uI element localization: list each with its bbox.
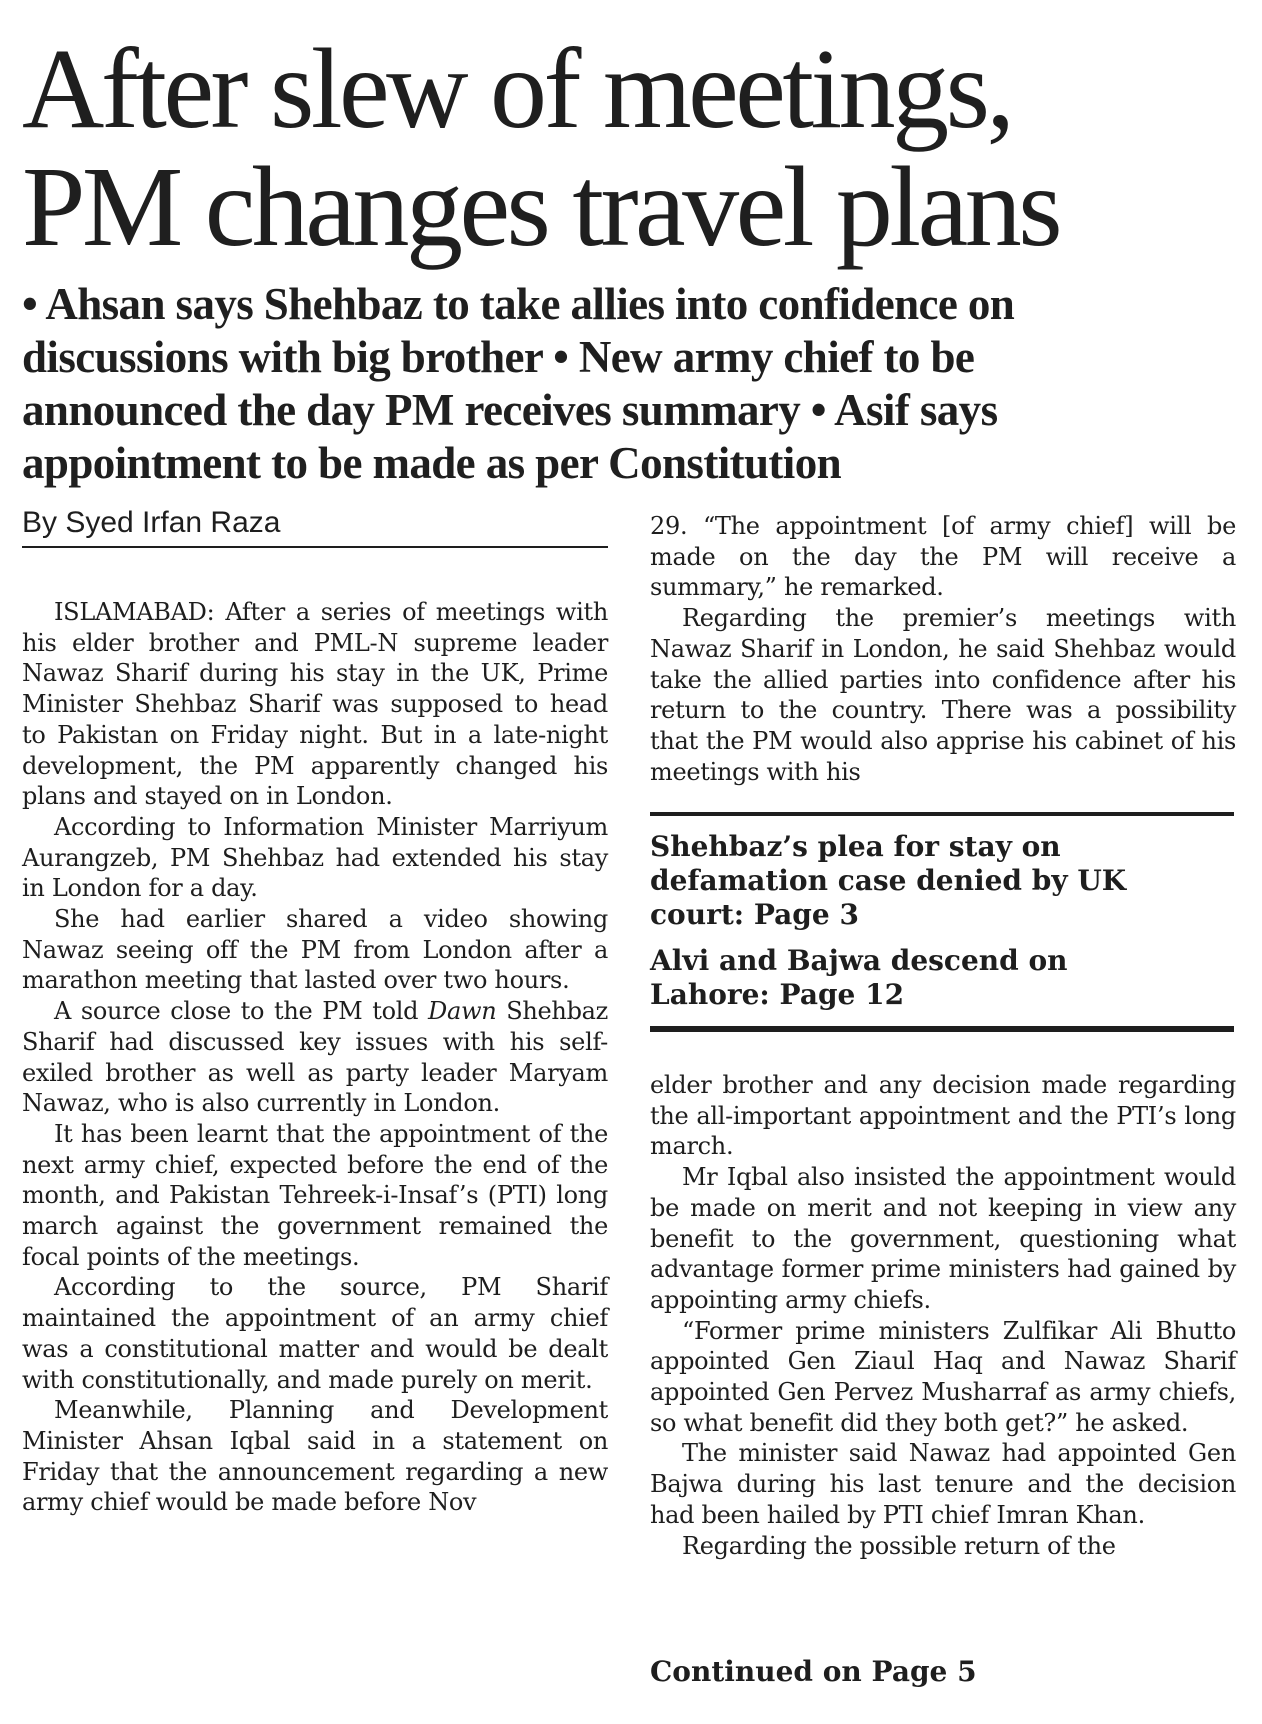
related-story-line: Shehbaz’s plea for stay on (650, 830, 1061, 863)
paragraph: 29. “The appointment [of army chief] will be made on the day the PM will receive a summary,” he remarked. (650, 512, 1236, 602)
headline-line-1: After slew of meetings, (22, 25, 1012, 152)
subhead-line-2: discussions with big brother • New army chief to be (22, 332, 975, 382)
paragraph-text: Shehbaz Sharif had discussed key issues with his self-exiled brother as well as party leader Maryam Nawaz, who is also currently in London. (22, 997, 608, 1118)
related-story-link[interactable] (650, 944, 1234, 1012)
paragraph: Regarding the premier’s meetings with Nawaz Sharif in London, he said Shehbaz would take the allied parties into confidence after his return to the country. There was a possibility that the PM would also apprise his cabinet of his meetings with his (650, 604, 1236, 786)
subheadline (22, 278, 1242, 490)
headline-line-2: PM changes travel plans (22, 143, 1060, 270)
subhead-line-1: • Ahsan says Shehbaz to take allies into confidence on (22, 279, 1015, 329)
continued-link[interactable]: Continued on Page 5 (650, 1655, 977, 1688)
paragraph: The minister said Nawaz had appointed Gen Bajwa during his last tenure and the decision had been hailed by PTI chief Imran Khan. (650, 1439, 1236, 1529)
paragraph: Mr Iqbal also insisted the appointment would be made on merit and not keeping in view any benefit to the government, questioning what advantage former prime ministers had gained by appointing army chiefs. (650, 1163, 1236, 1314)
article-column-left (22, 597, 608, 1518)
paragraph: Meanwhile, Planning and Development Minister Ahsan Iqbal said in a statement on Friday that the announcement regarding a new army chief would be made before Nov (22, 1396, 608, 1517)
related-story-line: Lahore: Page 12 (650, 978, 905, 1011)
paragraph-text: A source close to the PM told (54, 997, 429, 1026)
subhead-line-4: appointment to be made as per Constitution (22, 438, 842, 488)
paragraph: elder brother and any decision made regarding the all-important appointment and the PTI’s long march. (650, 1071, 1236, 1161)
paragraph: “Former prime ministers Zulfikar Ali Bhutto appointed Gen Ziaul Haq and Nawaz Sharif appointed Gen Pervez Musharraf as army chiefs, so what benefit did they both get?” he asked. (650, 1316, 1236, 1437)
article-column-right-top (650, 511, 1236, 787)
paragraph (22, 996, 608, 1119)
headline (22, 25, 1242, 270)
paragraph: According to Information Minister Marriyum Aurangzeb, PM Shehbaz had extended his stay in London for a day. (22, 812, 608, 903)
related-story-link[interactable] (650, 830, 1234, 932)
related-stories-box (650, 812, 1234, 1032)
related-story-line: Alvi and Bajwa descend on (650, 944, 1068, 977)
publication-name: Dawn (428, 997, 497, 1026)
paragraph: It has been learnt that the appointment of the next army chief, expected before the end of the month, and Pakistan Tehreek-i-Insaf’s (PTI) long march against the government remained the focal points of the meetings. (22, 1119, 608, 1271)
subhead-line-3: announced the day PM receives summary • Asif says (22, 385, 998, 435)
paragraph: ISLAMABAD: After a series of meetings with his elder brother and PML-N supreme leader Nawaz Sharif during his stay in the UK, Prime Minister Shehbaz Sharif was supposed to head to Pakistan on Friday night. But in a late-night development, the PM apparently changed his plans and stayed on in London. (22, 598, 608, 811)
paragraph: Regarding the possible return of the (682, 1531, 1116, 1560)
byline: By Syed Irfan Raza (22, 506, 608, 548)
article-column-right-bottom (650, 1070, 1236, 1561)
related-story-line: defamation case denied by UK (650, 864, 1127, 897)
paragraph: According to the source, PM Sharif maintained the appointment of an army chief was a constitutional matter and would be dealt with constitutionally, and made purely on merit. (22, 1273, 608, 1394)
related-story-line: court: Page 3 (650, 898, 859, 931)
paragraph: She had earlier shared a video showing Nawaz seeing off the PM from London after a marathon meeting that lasted over two hours. (22, 905, 608, 995)
